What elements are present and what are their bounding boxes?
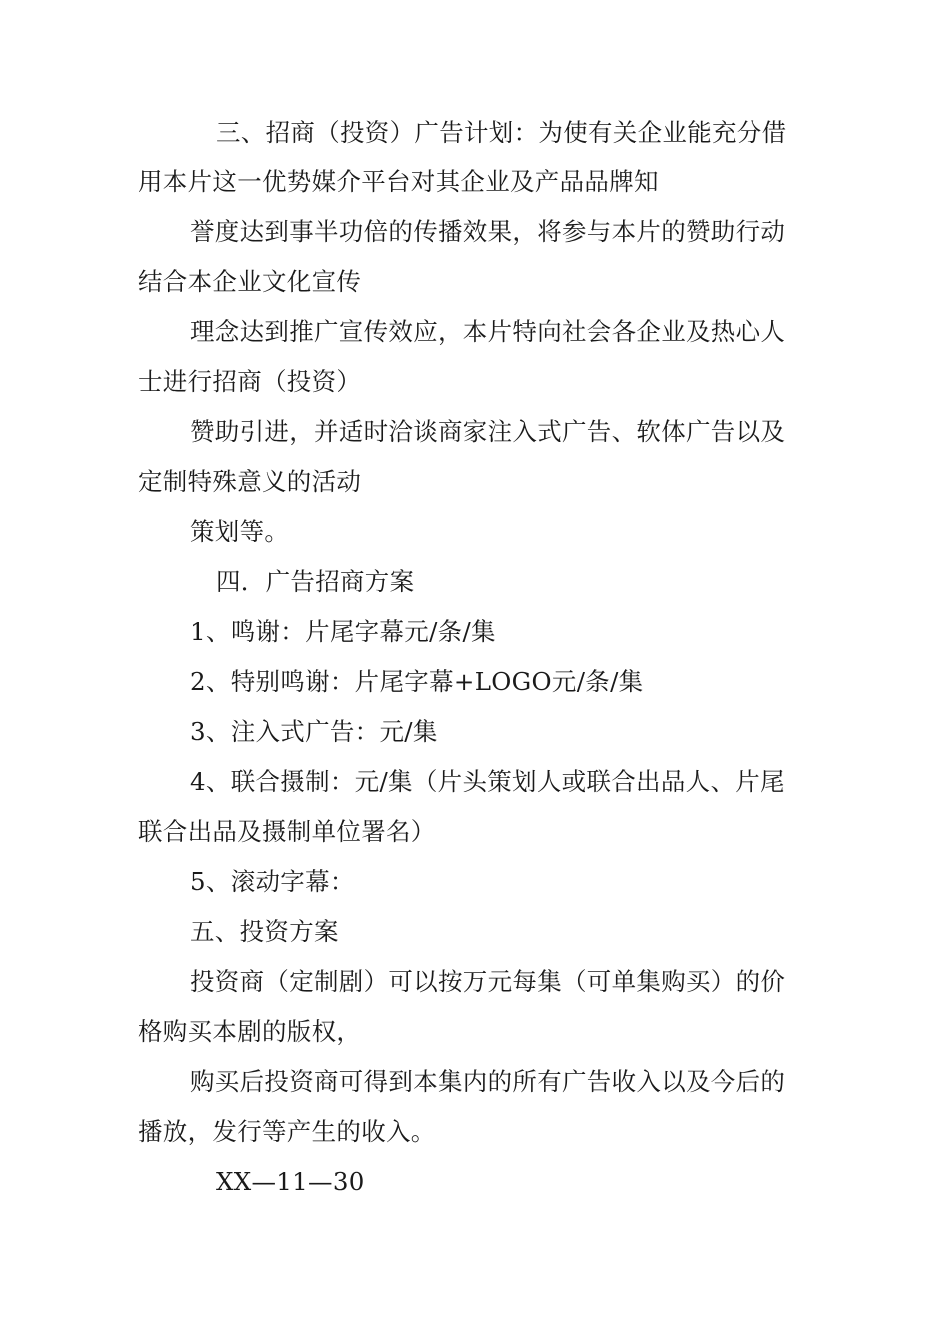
list-item: 1、鸣谢：片尾字幕元/条/集	[190, 617, 496, 646]
paragraph-line: 播放，发行等产生的收入。	[138, 1117, 436, 1146]
section-three-heading-line: 三、招商（投资）广告计划：为使有关企业能充分借	[216, 118, 787, 147]
paragraph-line: 定制特殊意义的活动	[138, 467, 362, 496]
paragraph-line: 赞助引进，并适时洽谈商家注入式广告、软体广告以及	[190, 417, 786, 446]
paragraph-line: 用本片这一优势媒介平台对其企业及产品品牌知	[138, 167, 659, 196]
paragraph-line: 誉度达到事半功倍的传播效果，将参与本片的赞助行动	[190, 217, 786, 246]
list-item: 4、联合摄制：元/集（片头策划人或联合出品人、片尾	[190, 767, 785, 796]
list-item: 5、滚动字幕：	[190, 867, 355, 896]
section-five-heading: 五、投资方案	[190, 917, 339, 946]
paragraph-line: 投资商（定制剧）可以按万元每集（可单集购买）的价	[190, 967, 786, 996]
paragraph-line: 格购买本剧的版权，	[138, 1017, 362, 1046]
paragraph-line: 策划等。	[190, 517, 290, 546]
paragraph-line: 结合本企业文化宣传	[138, 267, 362, 296]
section-four-heading: 四．广告招商方案	[216, 567, 415, 596]
list-item: 2、特别鸣谢：片尾字幕+LOGO元/条/集	[190, 667, 644, 696]
paragraph-line: 士进行招商（投资）	[138, 367, 362, 396]
paragraph-line: 理念达到推广宣传效应，本片特向社会各企业及热心人	[190, 317, 786, 346]
list-item: 3、注入式广告：元/集	[190, 717, 438, 746]
list-item-continuation: 联合出品及摄制单位署名）	[138, 817, 436, 846]
paragraph-line: 购买后投资商可得到本集内的所有广告收入以及今后的	[190, 1067, 786, 1096]
document-date: XX—11—30	[216, 1167, 365, 1196]
